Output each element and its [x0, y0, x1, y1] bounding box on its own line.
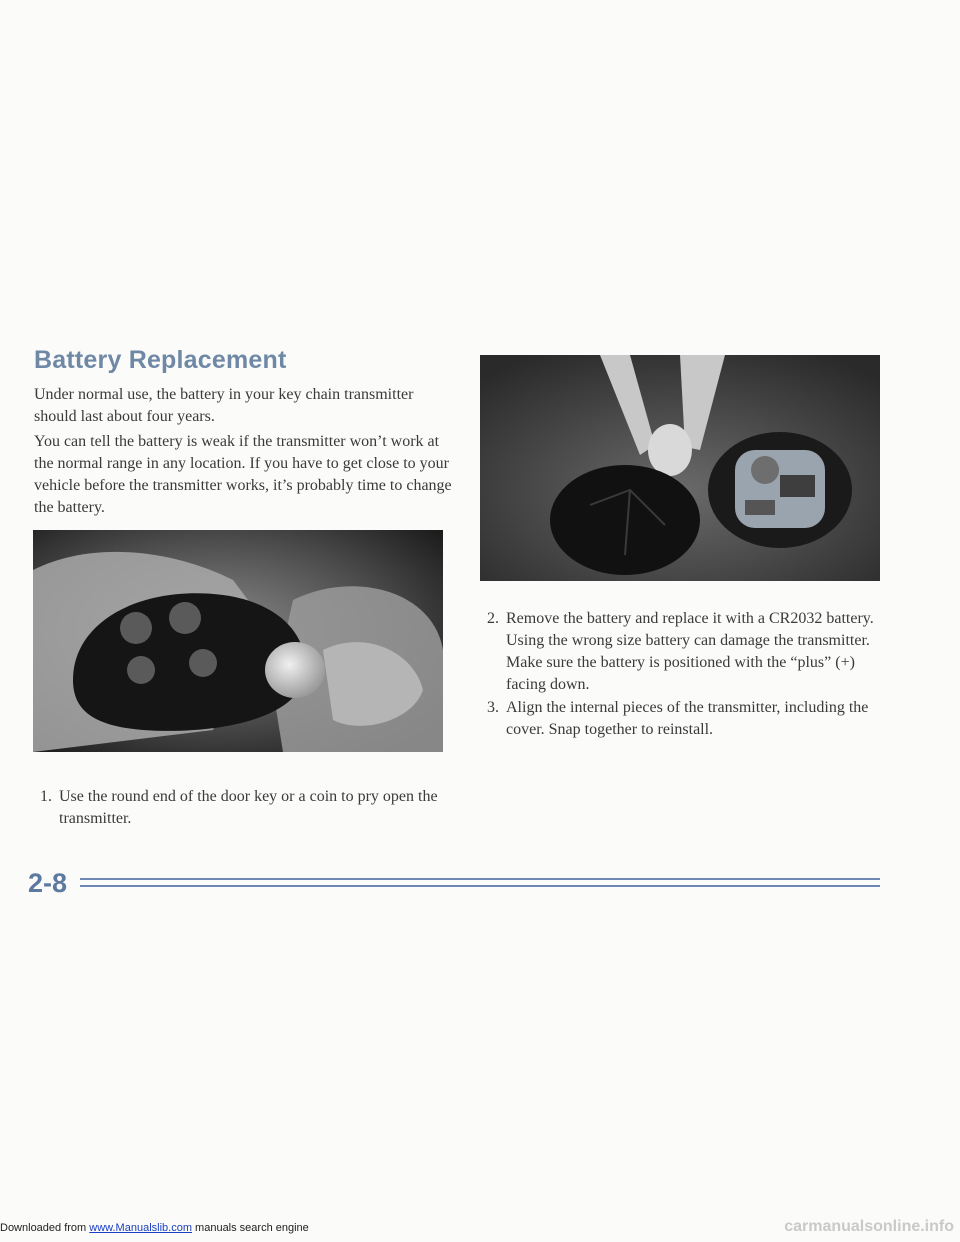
watermark: carmanualsonline.info — [784, 1218, 954, 1235]
step-2-number: 2. — [487, 610, 499, 627]
prying-transmitter-illustration — [33, 530, 443, 752]
step-3 — [487, 697, 897, 741]
battery-removal-illustration — [480, 355, 880, 581]
footer-prefix: Downloaded from — [0, 1222, 87, 1234]
intro-paragraph: Under normal use, the battery in your key chain transmitter should last about four years. — [34, 386, 414, 425]
step-1-text: Use the round end of the door key or a coin to pry open the transmitter. — [59, 788, 438, 827]
step-1-number: 1. — [40, 788, 52, 805]
footer-rule-top — [80, 878, 880, 880]
step-2 — [487, 608, 897, 696]
photo-prying-transmitter — [33, 530, 443, 752]
weak-battery-paragraph: You can tell the battery is weak if the transmitter won’t work at the normal range in any location. If you have to get close to your vehicle before the transmitter works, it’s probably time to change the battery. — [34, 433, 452, 516]
step-3-text: Align the internal pieces of the transmitter, including the cover. Snap together to reinstall. — [506, 699, 869, 738]
section-title: Battery Replacement — [34, 346, 287, 374]
step-3-number: 3. — [487, 699, 499, 716]
step-1 — [40, 786, 440, 830]
page-number: 2-8 — [28, 868, 68, 898]
footer-suffix: manuals search engine — [195, 1222, 309, 1234]
photo-battery-removal — [480, 355, 880, 581]
download-footer — [0, 1222, 309, 1234]
manualslib-link[interactable]: www.Manualslib.com — [89, 1222, 192, 1234]
step-2-text: Remove the battery and replace it with a CR2032 battery. Using the wrong size battery can damage the transmitter. Make sure the battery is positioned with the “plus” (+) facing down. — [506, 610, 874, 693]
footer-rule-bottom — [80, 885, 880, 887]
